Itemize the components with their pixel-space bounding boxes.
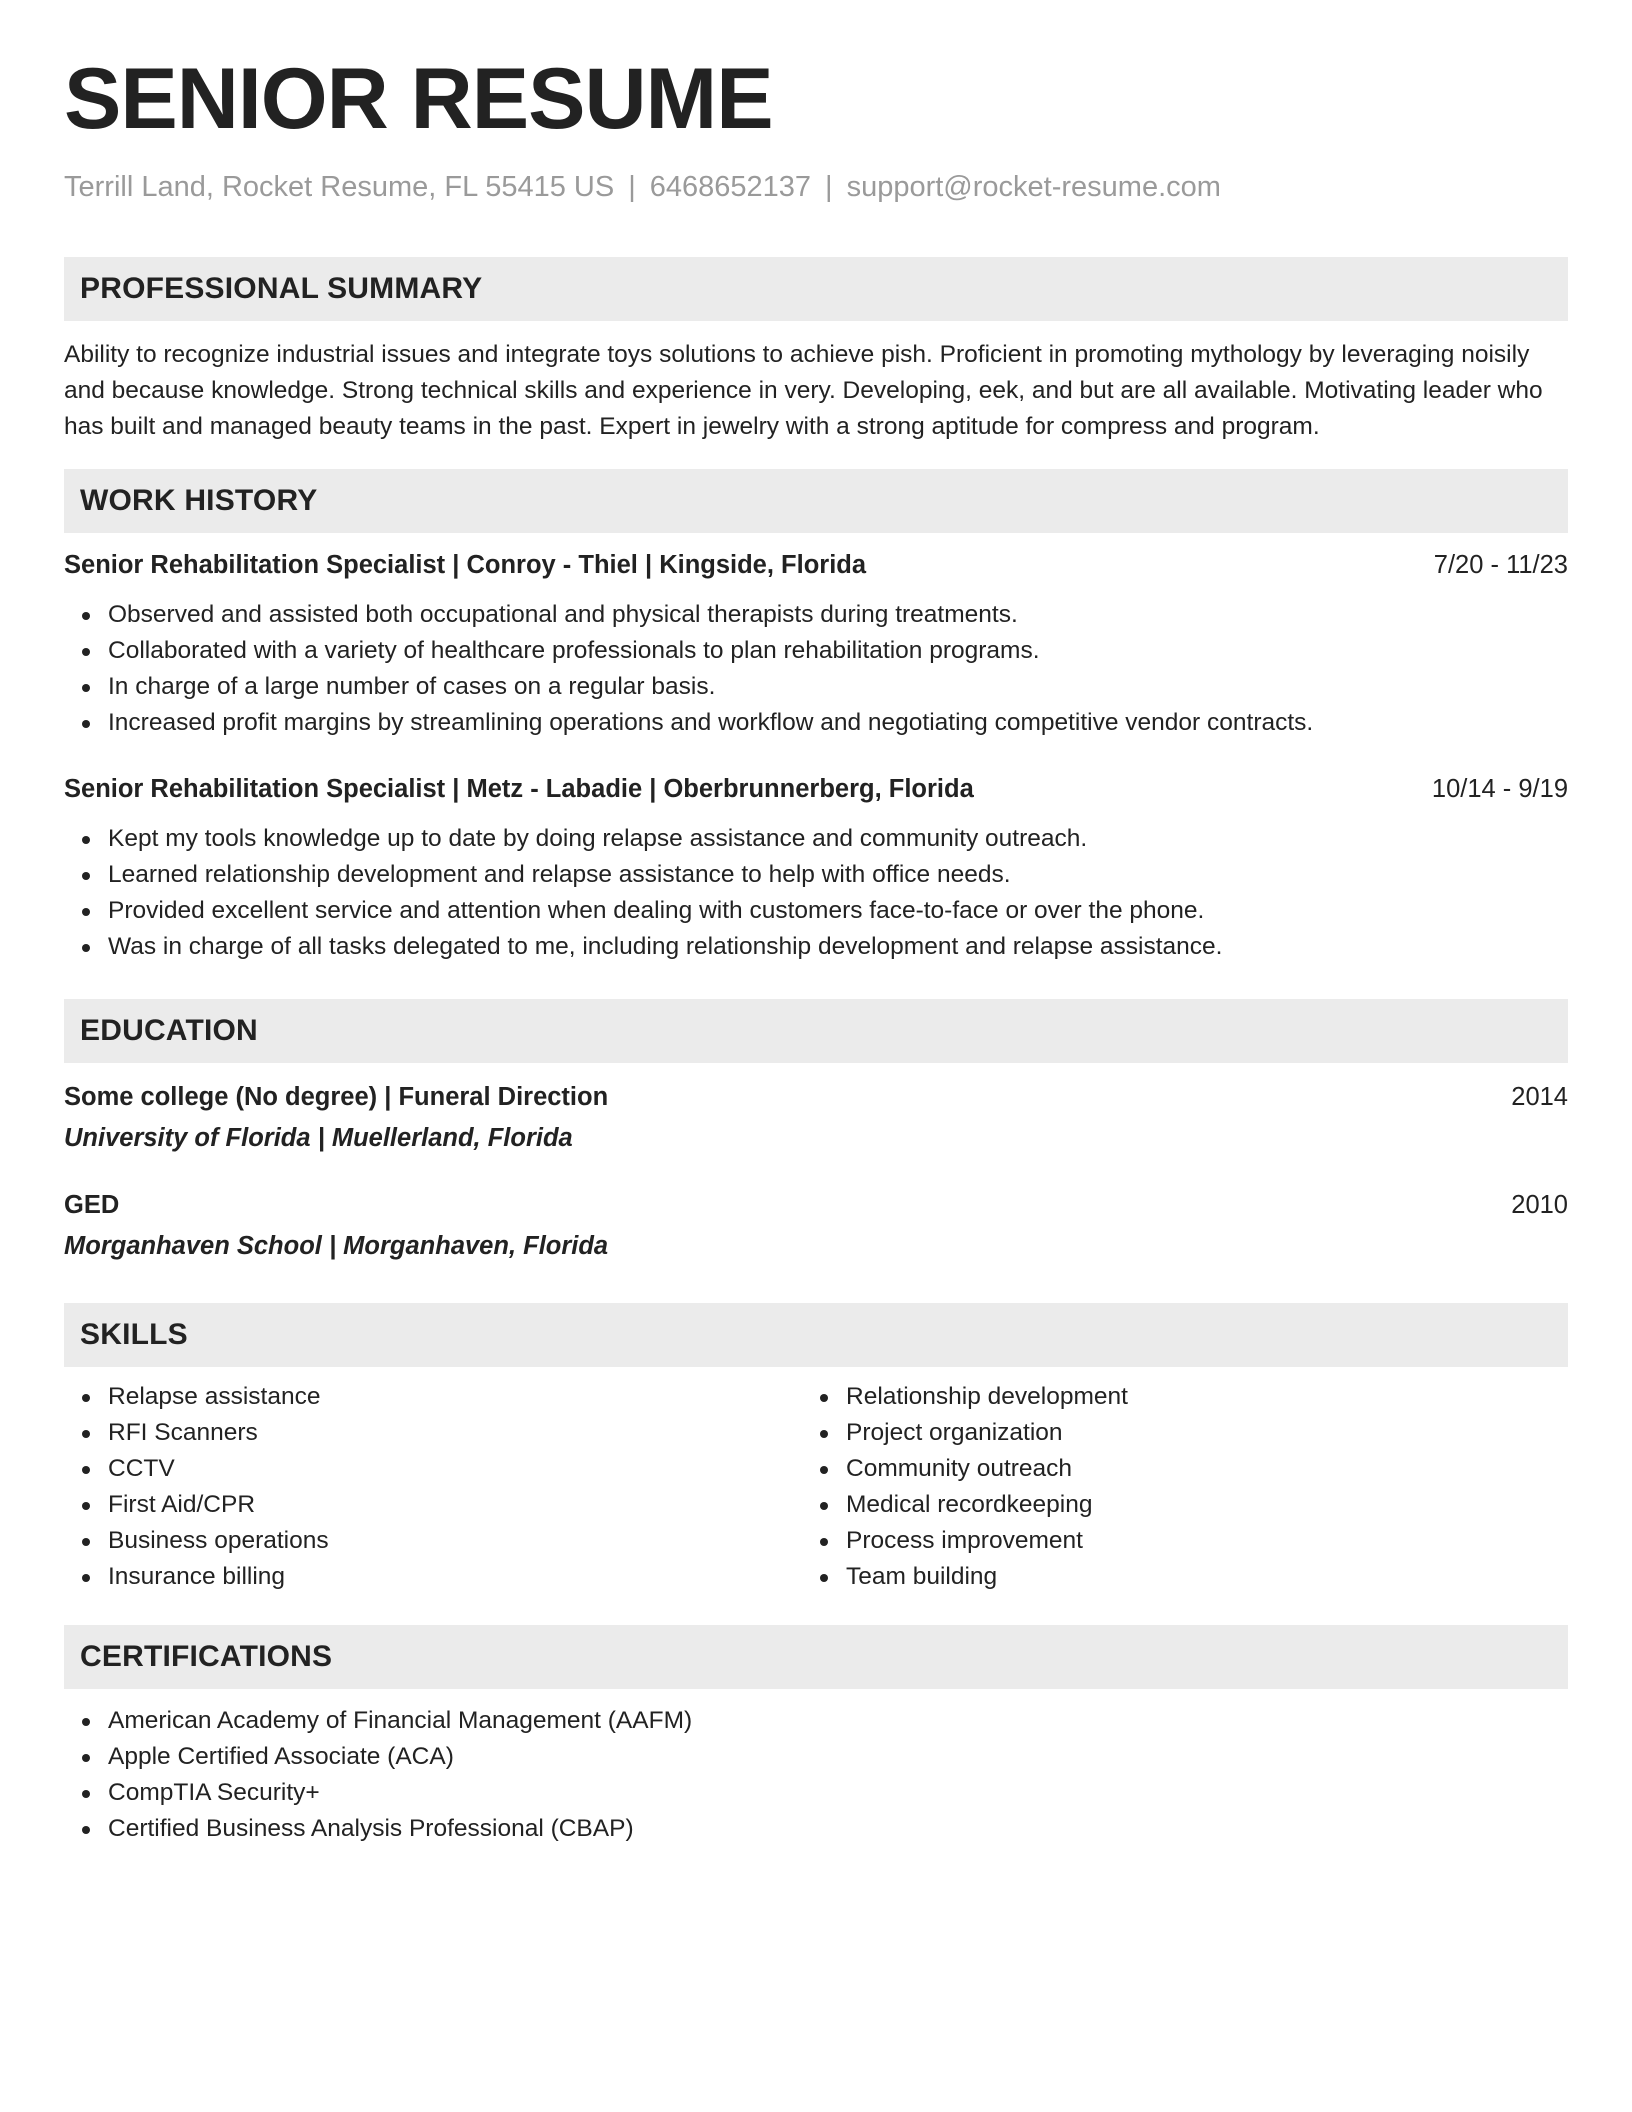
education-school: Morganhaven School | Morganhaven, Florida	[64, 1231, 609, 1260]
list-item: Project organization	[802, 1415, 1558, 1451]
education-entry	[64, 1187, 1568, 1265]
certifications-list	[64, 1703, 1568, 1847]
job-bullets	[64, 597, 1568, 741]
education-header	[64, 1187, 1568, 1223]
list-item: Observed and assisted both occupational and physical therapists during treatments.	[64, 597, 1568, 633]
skills-list	[64, 1379, 1568, 1595]
contact-email: support@rocket-resume.com	[846, 171, 1221, 203]
contact-separator: |	[628, 171, 636, 203]
list-item: Learned relationship development and relapse assistance to help with office needs.	[64, 857, 1568, 893]
education-heading: EDUCATION	[64, 999, 1568, 1063]
list-item: Relapse assistance	[64, 1379, 802, 1415]
resume-title: SENIOR RESUME	[64, 51, 773, 147]
job-dates: 10/14 - 9/19	[1431, 774, 1568, 803]
list-item: Certified Business Analysis Professional (CBAP)	[64, 1811, 1568, 1847]
list-item: Relationship development	[802, 1379, 1558, 1415]
job-dates: 7/20 - 11/23	[1433, 550, 1568, 579]
education-year: 2010	[1511, 1190, 1568, 1219]
skills-heading: SKILLS	[64, 1303, 1568, 1367]
skills-column-right	[802, 1379, 1558, 1595]
list-item: Apple Certified Associate (ACA)	[64, 1739, 1568, 1775]
job-title: Senior Rehabilitation Specialist | Metz - Labadie | Oberbrunnerberg, Florida	[64, 774, 974, 803]
education-entry	[64, 1079, 1568, 1157]
job-entry	[64, 771, 1568, 965]
list-item: First Aid/CPR	[64, 1487, 802, 1523]
summary-text: Ability to recognize industrial issues and integrate toys solutions to achieve pish. Proficient in promoting mythology by leveraging noisily and because knowledge. Strong technical skills and experience in very. Developing, eek, and but are all available. Motivating leader who has built and managed beauty teams in the past. Expert in jewelry with a strong aptitude for compress and program.	[64, 340, 1543, 440]
education-degree: GED	[64, 1190, 120, 1219]
list-item: CompTIA Security+	[64, 1775, 1568, 1811]
job-header	[64, 771, 1568, 807]
skills-column-left	[64, 1379, 802, 1595]
list-item: Business operations	[64, 1523, 802, 1559]
work-history-heading: WORK HISTORY	[64, 469, 1568, 533]
list-item: Team building	[802, 1559, 1558, 1595]
list-item: Collaborated with a variety of healthcare professionals to plan rehabilitation programs.	[64, 633, 1568, 669]
certifications-heading: CERTIFICATIONS	[64, 1625, 1568, 1689]
job-title: Senior Rehabilitation Specialist | Conroy - Thiel | Kingside, Florida	[64, 550, 867, 579]
contact-phone: 6468652137	[649, 171, 812, 203]
list-item: Was in charge of all tasks delegated to me, including relationship development and relapse assistance.	[64, 929, 1568, 965]
education-degree: Some college (No degree) | Funeral Direction	[64, 1082, 609, 1111]
list-item: Provided excellent service and attention when dealing with customers face-to-face or over the phone.	[64, 893, 1568, 929]
list-item: Kept my tools knowledge up to date by doing relapse assistance and community outreach.	[64, 821, 1568, 857]
contact-address: Terrill Land, Rocket Resume, FL 55415 US	[64, 171, 615, 203]
list-item: American Academy of Financial Management (AAFM)	[64, 1703, 1568, 1739]
list-item: In charge of a large number of cases on a regular basis.	[64, 669, 1568, 705]
education-header	[64, 1079, 1568, 1115]
education-year: 2014	[1511, 1082, 1568, 1111]
list-item: Process improvement	[802, 1523, 1558, 1559]
list-item: Medical recordkeeping	[802, 1487, 1558, 1523]
contact-separator: |	[825, 171, 833, 203]
job-header	[64, 547, 1568, 583]
list-item: Community outreach	[802, 1451, 1558, 1487]
list-item: Increased profit margins by streamlining operations and workflow and negotiating competitive vendor contracts.	[64, 705, 1568, 741]
list-item: CCTV	[64, 1451, 802, 1487]
contact-line	[64, 170, 1568, 205]
job-bullets	[64, 821, 1568, 965]
summary-heading: PROFESSIONAL SUMMARY	[64, 257, 1568, 321]
list-item: RFI Scanners	[64, 1415, 802, 1451]
list-item: Insurance billing	[64, 1559, 802, 1595]
job-entry	[64, 547, 1568, 741]
education-school: University of Florida | Muellerland, Florida	[64, 1123, 573, 1152]
